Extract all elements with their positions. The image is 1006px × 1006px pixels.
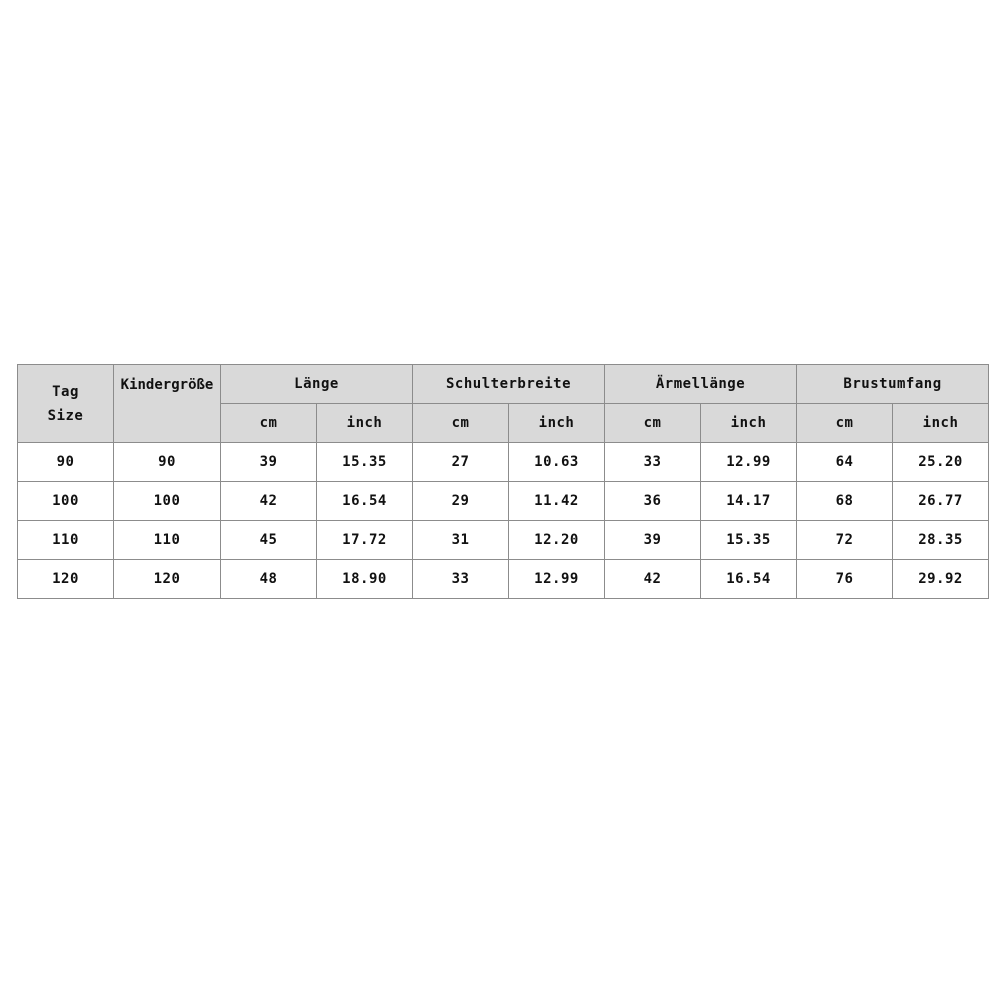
cell-schulterbreite-inch: 10.63 [509,443,605,482]
header-schulterbreite-cm: cm [413,404,509,443]
header-aermellaenge: Ärmellänge [605,365,797,404]
cell-tag-size: 100 [18,482,114,521]
cell-aermellaenge-cm: 39 [605,521,701,560]
cell-aermellaenge-cm: 42 [605,560,701,599]
cell-laenge-cm: 39 [221,443,317,482]
header-brustumfang-cm: cm [797,404,893,443]
cell-laenge-inch: 15.35 [317,443,413,482]
cell-schulterbreite-cm: 33 [413,560,509,599]
header-brustumfang-inch: inch [893,404,989,443]
cell-schulterbreite-inch: 12.99 [509,560,605,599]
cell-kindergroesse: 90 [114,443,221,482]
cell-brustumfang-inch: 29.92 [893,560,989,599]
cell-aermellaenge-inch: 15.35 [701,521,797,560]
cell-brustumfang-cm: 76 [797,560,893,599]
table-row [18,482,989,521]
cell-brustumfang-inch: 26.77 [893,482,989,521]
header-aermellaenge-cm: cm [605,404,701,443]
cell-aermellaenge-cm: 36 [605,482,701,521]
cell-tag-size: 90 [18,443,114,482]
cell-kindergroesse: 120 [114,560,221,599]
cell-brustumfang-inch: 28.35 [893,521,989,560]
cell-kindergroesse: 110 [114,521,221,560]
header-laenge-inch: inch [317,404,413,443]
cell-laenge-inch: 17.72 [317,521,413,560]
cell-brustumfang-inch: 25.20 [893,443,989,482]
cell-tag-size: 120 [18,560,114,599]
cell-schulterbreite-inch: 12.20 [509,521,605,560]
cell-aermellaenge-inch: 14.17 [701,482,797,521]
header-tag-size-line2: Size [47,407,84,424]
cell-laenge-cm: 45 [221,521,317,560]
header-tag-size-line1: Tag [52,383,79,400]
cell-brustumfang-cm: 72 [797,521,893,560]
cell-aermellaenge-inch: 12.99 [701,443,797,482]
cell-schulterbreite-cm: 27 [413,443,509,482]
header-schulterbreite-inch: inch [509,404,605,443]
header-aermellaenge-inch: inch [701,404,797,443]
table-row [18,521,989,560]
cell-brustumfang-cm: 64 [797,443,893,482]
header-laenge: Länge [221,365,413,404]
header-tag-size [18,365,114,443]
cell-aermellaenge-cm: 33 [605,443,701,482]
cell-laenge-inch: 16.54 [317,482,413,521]
header-row-groups [18,365,989,404]
cell-kindergroesse: 100 [114,482,221,521]
header-laenge-cm: cm [221,404,317,443]
cell-laenge-inch: 18.90 [317,560,413,599]
table-row [18,560,989,599]
size-chart-table [17,364,989,599]
table-row [18,443,989,482]
cell-schulterbreite-cm: 29 [413,482,509,521]
cell-brustumfang-cm: 68 [797,482,893,521]
cell-schulterbreite-inch: 11.42 [509,482,605,521]
cell-aermellaenge-inch: 16.54 [701,560,797,599]
cell-schulterbreite-cm: 31 [413,521,509,560]
header-schulterbreite: Schulterbreite [413,365,605,404]
cell-laenge-cm: 48 [221,560,317,599]
header-brustumfang: Brustumfang [797,365,989,404]
header-kindergroesse: Kindergröße [114,365,221,443]
cell-tag-size: 110 [18,521,114,560]
cell-laenge-cm: 42 [221,482,317,521]
